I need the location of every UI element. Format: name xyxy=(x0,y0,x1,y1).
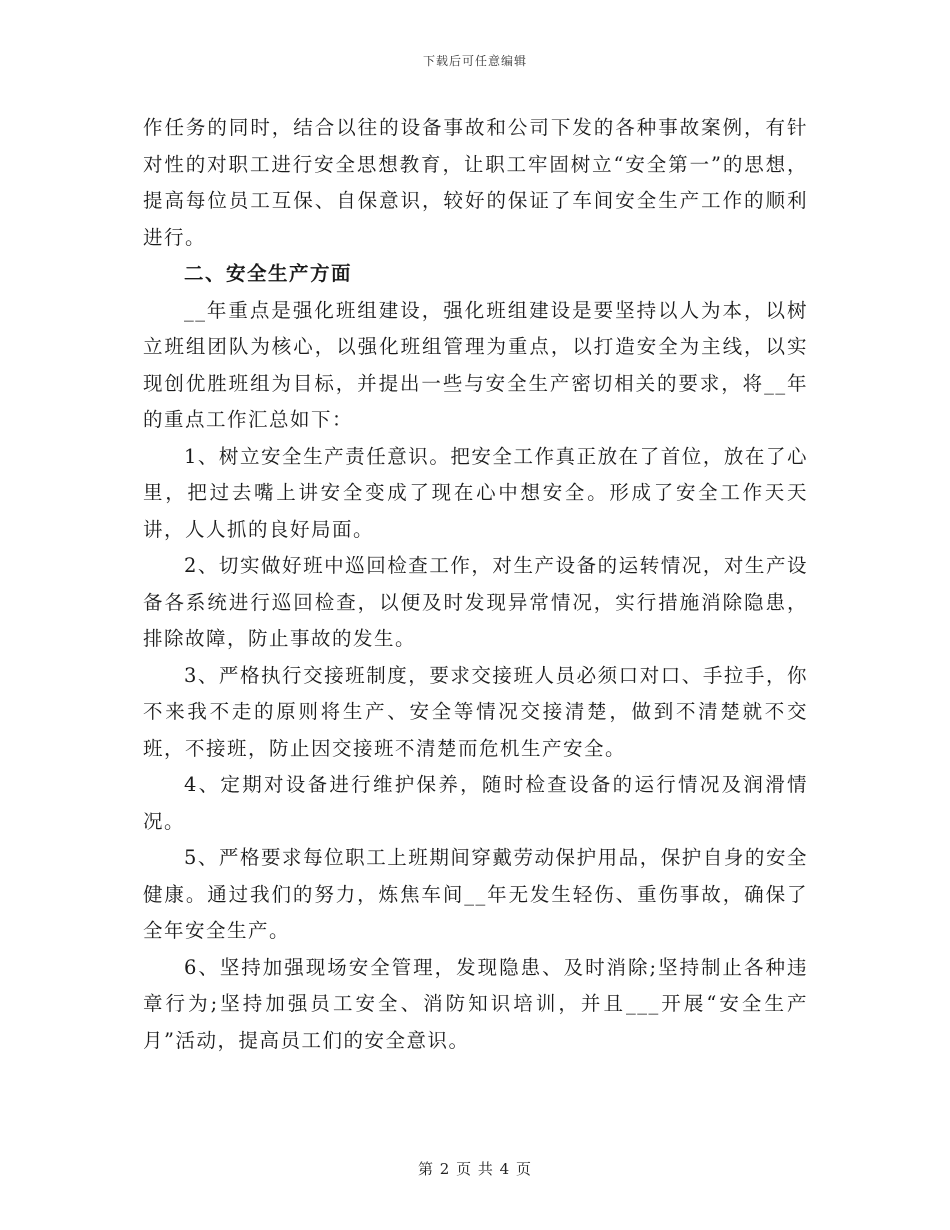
list-item: 5、严格要求每位职工上班期间穿戴劳动保护用品，保护自身的安全健康。通过我们的努力，炼焦车间__年无发生轻伤、重伤事故，确保了全年安全生产。 xyxy=(143,846,808,942)
section-intro-paragraph: __年重点是强化班组建设，强化班组建设是要坚持以人为本，以树立班组团队为核心，以强化班组管理为重点，以打造安全为主线，以实现创优胜班组为目标，并提出一些与安全生产密切相关的要求，将__年的重点工作汇总如下： xyxy=(143,298,808,431)
list-item: 2、切实做好班中巡回检查工作，对生产设备的运转情况，对生产设备各系统进行巡回检查，以便及时发现异常情况，实行措施消除隐患，排除故障，防止事故的发生。 xyxy=(143,554,808,650)
intro-paragraph: 作任务的同时，结合以往的设备事故和公司下发的各种事故案例，有针对性的对职工进行安全思想教育，让职工牢固树立“安全第一”的思想，提高每位员工互保、自保意识，较好的保证了车间安全生产工作的顺利进行。 xyxy=(143,116,808,249)
list-item: 6、坚持加强现场安全管理，发现隐患、及时消除;坚持制止各种违章行为;坚持加强员工安全、消防知识培训，并且___开展“安全生产月”活动，提高员工们的安全意识。 xyxy=(143,955,808,1052)
document-body xyxy=(143,110,808,1059)
list-item: 4、定期对设备进行维护保养，随时检查设备的运行情况及润滑情况。 xyxy=(143,773,808,833)
page-header: 下载后可任意编辑 xyxy=(422,54,527,68)
section-heading: 二、安全生产方面 xyxy=(183,262,352,285)
list-item: 1、树立安全生产责任意识。把安全工作真正放在了首位，放在了心里，把过去嘴上讲安全变成了现在心中想安全。形成了安全工作天天讲，人人抓的良好局面。 xyxy=(143,444,808,541)
list-item: 3、严格执行交接班制度，要求交接班人员必须口对口、手拉手，你不来我不走的原则将生产、安全等情况交接清楚，做到不清楚就不交班，不接班，防止因交接班不清楚而危机生产安全。 xyxy=(143,663,808,760)
page-number: 第 2 页 共 4 页 xyxy=(418,1160,532,1178)
